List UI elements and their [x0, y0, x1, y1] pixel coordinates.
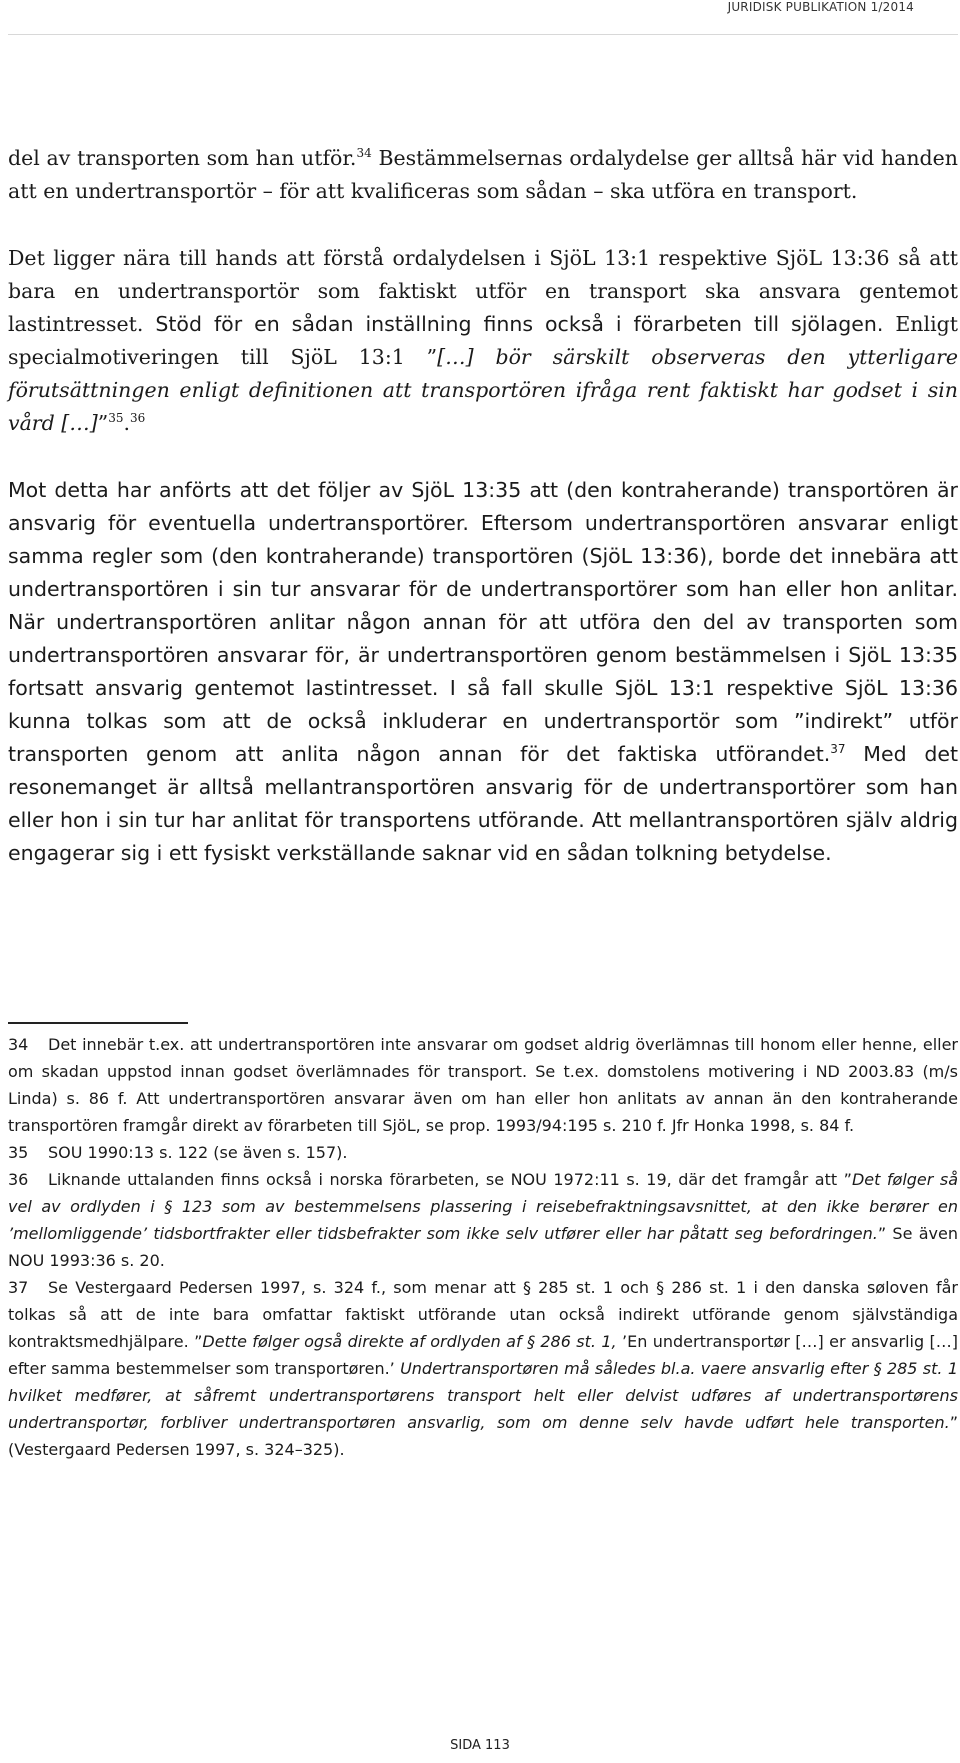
footnote-text: Det innebär t.ex. att undertransportören inte ansvarar om godset aldrig överlämnas till honom eller henne, eller om skadan uppstod innan godset överlämnades för transport. Se t.ex. domstolens motivering i ND 2003.83 (m/s Linda) s. 86 f. Att undertransportören ansvarar även om han eller hon anlitats av annan än den kontraherande transportören framgår direkt av förarbeten till SjöL, se prop. 1993/94:195 s. 210 f. Jfr Honka 1998, s. 84 f.	[8, 1035, 958, 1135]
footnote-ref-35[interactable]: 35	[108, 411, 124, 426]
footnote-rule	[8, 1022, 188, 1024]
footnote-quote: Dette følger også direkte af ordlyden af § 286 st. 1,	[202, 1332, 617, 1351]
quote-text: […] bör särskilt observeras den ytterligare förutsättningen enligt definitionen att transportören ifråga rent faktiskt har godset i sin vård […]	[8, 345, 958, 435]
paragraph-text: Med det resonemanget är alltså mellantransportören ansvarig för de undertransportörer som han eller hon i sin tur har anlitat för transportens utförande. Att mellantransportören själv aldrig engagerar sig i ett fysiskt verkställande saknar vid en sådan tolkning betydelse.	[8, 742, 958, 865]
paragraph-text-sans: Stöd för en sådan inställning finns också i förarbeten till sjölagen.	[143, 312, 884, 336]
header-rule	[8, 34, 958, 35]
footnote-number: 34	[8, 1035, 29, 1054]
footnote-number: 36	[8, 1170, 29, 1189]
period: .	[123, 411, 131, 435]
footnote-35	[8, 1139, 958, 1166]
quote-close: ”	[97, 411, 109, 435]
footnote-text: SOU 1990:13 s. 122 (se även s. 157).	[48, 1143, 348, 1162]
footnote-text: ” Se även NOU 1993:36 s. 20.	[8, 1224, 958, 1270]
paragraph-text: Enligt specialmotiveringen till SjöL 13:1 ”	[8, 312, 958, 369]
paragraph-1	[8, 142, 958, 208]
footnotes	[8, 1031, 958, 1463]
footnote-text: ” (Vestergaard Pedersen 1997, s. 324–325).	[8, 1413, 958, 1459]
running-header: JURIDISK PUBLIKATION 1/2014	[727, 0, 914, 14]
footnote-text: Liknande uttalanden finns också i norska förarbeten, se NOU 1972:11 s. 19, där det framgår att ”	[48, 1170, 852, 1189]
footnote-34	[8, 1031, 958, 1139]
paragraph-text: Bestämmelsernas ordalydelse ger alltså här vid handen att en undertransportör – för att kvalificeras som sådan – ska utföra en transport.	[8, 146, 959, 203]
main-text	[8, 142, 958, 904]
footnote-quote: Det følger så vel av ordlyden i § 123 som av bestemmelsens plassering i reisebefraktningsavsnittet, at den ikke berører en ’mellomliggende’ tidsbortfrakter eller tidsbefrakter som ikke selv utfører eller har påtatt seg befordringen.	[8, 1170, 959, 1243]
footnote-quote: Undertransportøren må således bl.a. vaere ansvarlig efter § 285 st. 1 hvilket medfører, at såfremt undertransportørens transport helt eller delvist udføres af undertransportørens undertransportør, forbliver undertransportøren ansvarlig, som om denne selv havde udført hele transporten.	[8, 1359, 958, 1432]
page-number: SIDA 113	[450, 1738, 510, 1753]
footnote-text: ’En undertransportør […] er ansvarlig […] efter samma bestemmelser som transportøren.’	[8, 1332, 958, 1378]
footnote-number: 35	[8, 1143, 29, 1162]
footnote-37	[8, 1274, 958, 1463]
footnote-text: Se Vestergaard Pedersen 1997, s. 324 f., som menar att § 285 st. 1 och § 286 st. 1 i den danska søloven får tolkas så att de inte bara omfattar faktiskt utförande utan också indirekt utförande genom självständiga kontraktsmedhjälpare. ”	[8, 1278, 958, 1351]
footnote-ref-37[interactable]: 37	[830, 742, 846, 757]
footnote-number: 37	[8, 1278, 29, 1297]
footnote-36	[8, 1166, 958, 1274]
paragraph-2	[8, 242, 958, 440]
paragraph-3	[8, 474, 958, 870]
footnote-ref-34[interactable]: 34	[356, 146, 372, 161]
paragraph-text: Det ligger nära till hands att förstå ordalydelsen i SjöL 13:1 respektive SjöL 13:36 så att bara en undertransportör som faktiskt utför en transport ska ansvara gentemot lastintresset.	[8, 246, 958, 336]
footnote-ref-36[interactable]: 36	[130, 411, 146, 426]
paragraph-text: Mot detta har anförts att det följer av SjöL 13:35 att (den kontraherande) transportören är ansvarig för eventuella undertransportörer. Eftersom undertransportören ansvarar enligt samma regler som (den kontraherande) transportören (SjöL 13:36), borde det innebära att undertransportören i sin tur ansvarar för de undertransportörer som han eller hon anlitar. När undertransportören anlitar någon annan för att utföra den del av transporten som undertransportören ansvarar för, är undertransportören genom bestämmelsen i SjöL 13:35 fortsatt ansvarig gentemot lastintresset. I så fall skulle SjöL 13:1 respektive SjöL 13:36 kunna tolkas som att de också inkluderar en undertransportör som ”indirekt” utför transporten genom att anlita någon annan för det faktiska utförandet.	[8, 478, 958, 766]
paragraph-text: del av transporten som han utför.	[8, 146, 357, 170]
